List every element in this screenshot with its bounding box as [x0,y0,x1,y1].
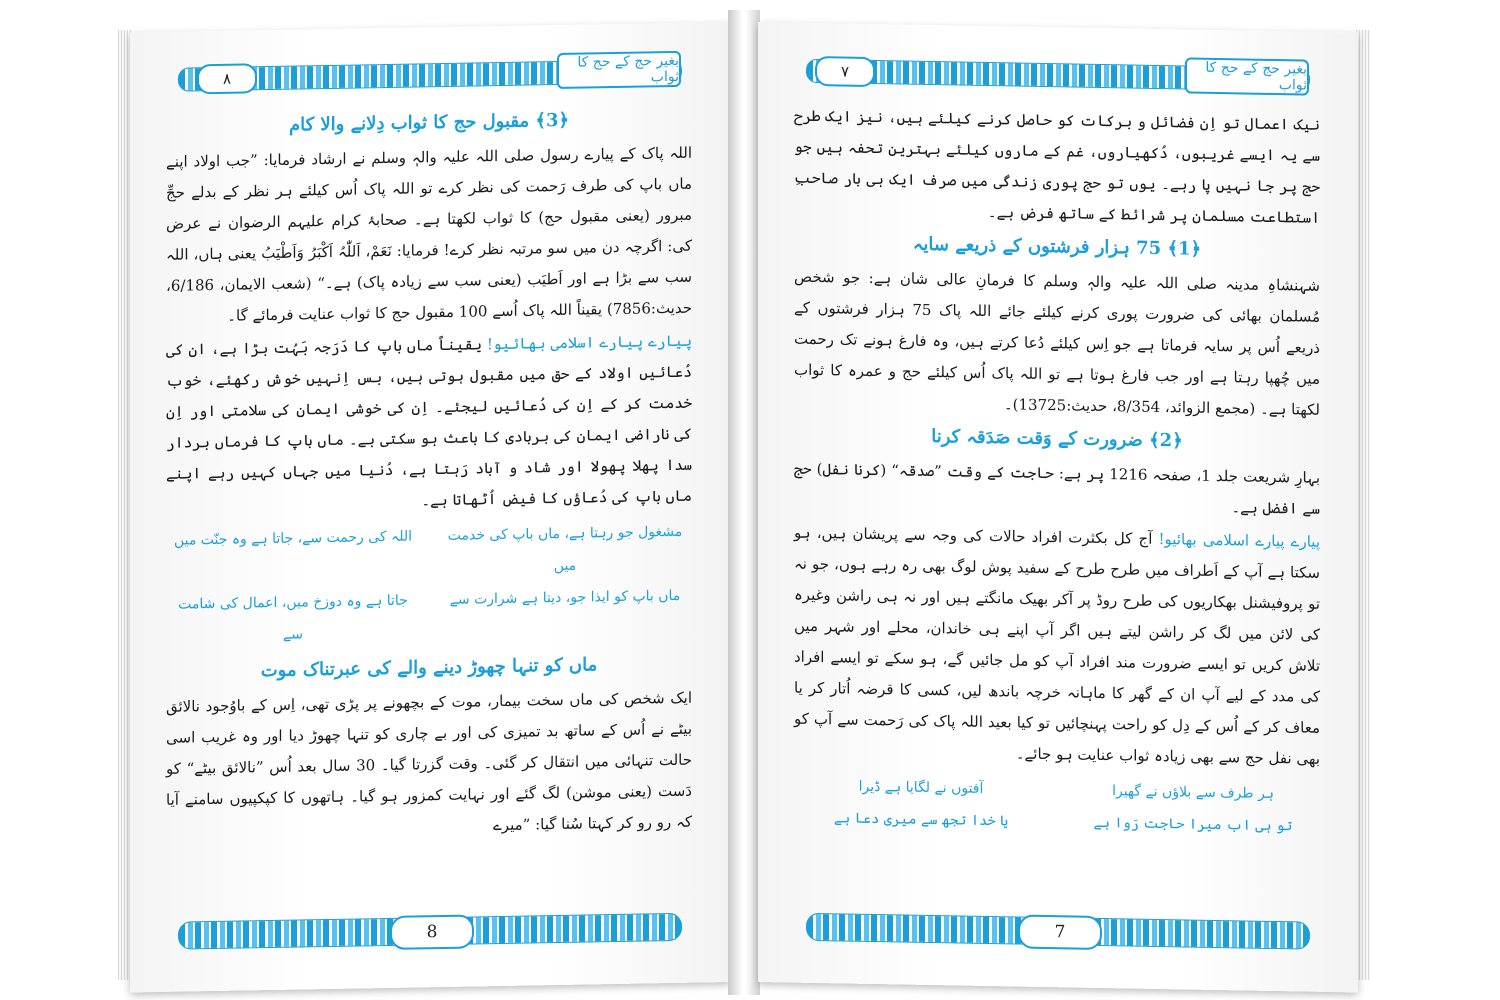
left-page [130,22,730,992]
page-stack-right [1356,30,1370,980]
section-heading: ماں کو تنہا چھوڑ دینے والے کی عبرتناک موت [260,654,598,682]
right-page [758,22,1358,992]
header-border [178,52,682,92]
poem-line: ہر طرف سے بلاؤں نے گھیرا [1112,783,1274,803]
section-heading: ﴿3﴾ مقبول حج کا ثواب دِلانے والا کام [288,109,570,136]
paragraph: شہنشاہِ مدینہ صلی اللہ علیہ والہٖ وسلم کا فرمانِ عالی شان ہے: جو شخص مُسلمان بھائی کی ضرورت پوری کرنے کیلئے جائے اللہ پاک 75 ہزار فرشتوں کے ذریعے اُس پر سایہ فرماتا ہے جو اِس کیلئے دُعا کرتے ہیں، وہ فارغ ہونے تک رحمت میں چُھپا رہتا ہے اور جب فارغ ہوتا ہے تو اللہ پاک اُس کیلئے حج و عمرہ کا ثواب لکھتا ہے۔ (مجمع الزوائد، 8/354، حدیث:13725)۔ [794,267,1320,419]
paragraph-text: یقیناً ماں باپ کا دَرَجہ بَہُت بڑا ہے، ان کی دُعائیں اولاد کے حق میں مقبول ہوتی ہیں، بس اِنہیں خوش رکھئے، خوب خدمت کر کے اِن کی دُعائیں لیجئے۔ اِن کی خوشی ایمان کی سلامتی اور اِن کی ناراضی ایمان کی بربادی کا باعث ہو سکتی ہے۔ ماں باپ کا فرماں بردار سدا پھلا پھولا اور شاد و آباد رَہتا ہے، دُنیا میں جہاں کہیں رہے اپنے ماں باپ کی دُعاؤں کا فیض اُٹھاتا ہے۔ [166,335,692,510]
footer-page-number: 8 [390,914,474,949]
poem-line: تو ہی اب میرا حاجت رَوا ہے [1093,814,1293,835]
address-lead: پیارے پیارے اسلامی بھائیو! [486,331,692,354]
paragraph: اللہ پاک کے پیارے رسول صلی اللہ علیہ والہٖ وسلم نے ارشاد فرمایا: ”جب اولاد اپنے ماں باپ کی طرف رَحمت کی نظر کرے تو اللہ پاک اُس کیلئے ہر نظر کے بدلے حجِّ مبرور (یعنی مقبول حج) کا ثواب لکھتا ہے۔ صحابۂ کرام علیہم الرضوان نے عرض کی: اگرچہ دن میں سو مرتبہ نظر کرے! فرمایا: نَعَمْ، اَللّٰہُ اَکْبَرُ وَاَطْیَبُ یعنی ہاں، اللہ سب سے بڑا ہے اور اَطیَب (یعنی سب سے زیادہ پاک) ہے۔“ (شعب الایمان، 6/186، حدیث:7856) یقیناً اللہ پاک اُسے 100 مقبول حج کا ثواب عنایت فرمائے گا۔ [166,143,692,325]
poem-line: جاتا ہے وہ دوزخ میں، اعمال کی شامت سے [178,592,408,643]
page-content [794,101,1320,912]
paragraph [166,326,692,521]
section-heading: ﴿1﴾ 75 ہزار فرشتوں کے ذریعے سایہ [912,233,1202,260]
poem [800,770,1314,843]
book-spine [728,10,760,995]
paragraph: بہارِ شریعت جلد 1، صفحہ 1216 پر ہے: حاجت کے وقت ”صدقہ“ (کرنا نفل) حج سے افضل ہے۔ [794,459,1320,518]
poem-line: آفتوں نے لگایا ہے ڈیرا [858,778,984,797]
footer-border [178,913,682,950]
header-page-number: ۷ [815,56,875,87]
footer-border [806,913,1310,950]
paragraph [794,518,1320,775]
paragraph: نیک اعمال تو اِن فضائل و برکات کو حاصل کرنے کیلئے ہیں، نیز ایک طرح سے یہ ایسے غریبوں، دُکھیاروں، غم کے ماروں کیلئے بہترین تحفہ ہیں جو حج پر جا نہیں پا رہے۔ یوں تو حج پوری زندگی میں صرف ایک ہی بار صاحبِ استطاعت مسلمان پر شرائط کے ساتھ فرض ہے۔ [794,106,1320,227]
poem-line: اللہ کی رحمت سے، جاتا ہے وہ جنّت میں [173,528,413,549]
poem-line: مشغول جو رہتا ہے، ماں باپ کی خدمت میں [447,523,683,575]
poem [172,516,686,653]
page-content [166,101,692,912]
footer-page-number: 7 [1018,915,1102,950]
paragraph: ایک شخص کی ماں سخت بیمار، موت کے بچھونے پر پڑی تھی، اِس کے باوُجود نالائق بیٹے نے اُس کے ساتھ بد تمیزی کی اور بے چاری کو تنہا چھوڑ دیا اور وہ غریب اسی حالت تنہائی میں انتقال کر گئی۔ وقت گزرتا گیا۔ 30 سال بعد اُس ”نالائق بیٹے“ کو دَست (یعنی موشن) لگ گئے اور نہایت کمزور ہو گیا۔ ہاتھوں کا کپکپیوں سامنے آیا کہ رو رو کر کہتا سُنا گیا: ”میرے [166,688,693,835]
header-border [806,59,1310,92]
paragraph-text: آج کل بکثرت افراد حالات کی وجہ سے پریشان ہیں، ہو سکتا ہے آپ کے اَطراف میں طرح طرح کے سفید پوش لوگ بھی رہ رہے ہوں، جو نہ تو پروفیشنل بھکاریوں کی طرح روڈ پر آکر بھیک مانگتے ہیں اور نہ ہی راشن وغیرہ کی لائن میں لگ کر راشن لیتے ہیں اگر آپ اپنے ہی خاندان، محلے اور شہر میں تلاش کریں تو ایسے ضرورت مند افراد آپ کو مل جائیں گے، ہو سکے تو ایسے افراد کی مدد کے لیے آپ ان کے گھر کا ماہانہ خرچہ باندھ لیں، کسی کا قرضہ اُتار کر یا معاف کر کے اُس کے دِل کو راحت پہنچائیں تو کیا بعید اللہ پاک کی رَحمت سے آپ کو بھی نفل حج سے بھی زیادہ ثواب عنایت ہو جائے۔ [794,523,1320,768]
section-heading: ﴿2﴾ ضرورت کے وَقت صَدَقہ کرنا [931,426,1183,452]
address-lead: پیارے پیارے اسلامی بھائیو! [1158,529,1320,551]
poem-line: یا خدا تجھ سے میری دعا ہے [833,810,1009,830]
poem-line: ماں باپ کو ایذا جو، دیتا ہے شرارت سے [449,587,681,608]
running-title: بغیر حج کے حج کا ثواب [1185,57,1309,95]
header-page-number: ۸ [197,63,257,94]
running-title: بغیر حج کے حج کا ثواب [557,51,681,89]
